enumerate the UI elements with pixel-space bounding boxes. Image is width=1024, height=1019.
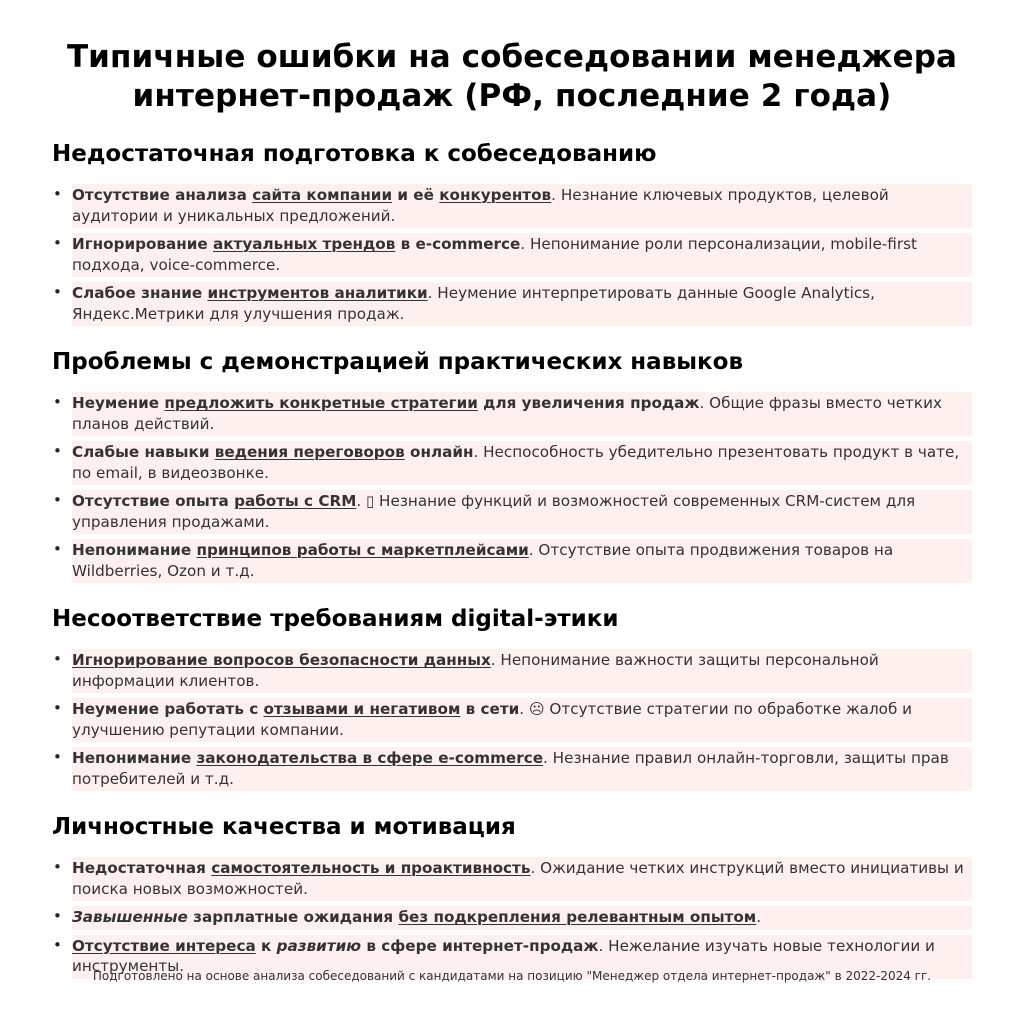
section-heading: Недостаточная подготовка к собеседованию <box>52 141 657 167</box>
list-item-text: Слабые навыки ведения переговоров онлайн. Неспособность убедительно презентовать продукт в чате, по email, в видеозвонке. <box>72 441 972 485</box>
list-item <box>52 184 972 228</box>
bullet-list <box>52 392 972 583</box>
list-item-text: Слабое знание инструментов аналитики. Неумение интерпретировать данные Google Analytics, Яндекс.Метрики для улучшения продаж. <box>72 282 972 326</box>
footer-note: Подготовлено на основе анализа собеседований с кандидатами на позицию "Менеджер отдела интернет-продаж" в 2022-2024 гг. <box>92 969 932 983</box>
bullet-icon: • <box>53 442 62 460</box>
bullet-list <box>52 649 972 791</box>
list-item <box>52 906 972 930</box>
bullet-icon: • <box>53 699 62 717</box>
missing-glyph-icon: ▯ <box>365 492 375 510</box>
bullet-icon: • <box>53 540 62 558</box>
section-preparation <box>52 139 972 326</box>
list-item <box>52 392 972 436</box>
bullet-icon: • <box>53 491 62 509</box>
bullet-list <box>52 184 972 326</box>
section-practical-skills <box>52 347 972 583</box>
list-item <box>52 233 972 277</box>
section-heading: Личностные качества и мотивация <box>52 814 516 840</box>
bullet-icon: • <box>53 283 62 301</box>
list-item-text: Игнорирование актуальных трендов в e-commerce. Непонимание роли персонализации, mobile-first подхода, voice-commerce. <box>72 233 972 277</box>
section-heading: Проблемы с демонстрацией практических навыков <box>52 349 744 375</box>
list-item-text: Игнорирование вопросов безопасности данных. Непонимание важности защиты персональной информации клиентов. <box>72 649 972 693</box>
list-item <box>52 857 972 901</box>
list-item-text: Отсутствие анализа сайта компании и её конкурентов. Незнание ключевых продуктов, целевой аудитории и уникальных предложений. <box>72 184 972 228</box>
list-item-text: Завышенные зарплатные ожидания без подкрепления релевантным опытом. <box>72 906 972 930</box>
list-item <box>52 282 972 326</box>
list-item <box>52 747 972 791</box>
list-item <box>52 490 972 534</box>
list-item <box>52 698 972 742</box>
section-digital-ethics <box>52 604 972 791</box>
bullet-icon: • <box>53 185 62 203</box>
list-item <box>52 441 972 485</box>
list-item-text: Непонимание законодательства в сфере e-commerce. Незнание правил онлайн-торговли, защиты прав потребителей и т.д. <box>72 747 972 791</box>
bullet-icon: • <box>53 907 62 925</box>
list-item-text: Отсутствие опыта работы с CRM. ▯ Незнание функций и возможностей современных CRM-систем для управления продажами. <box>72 490 972 534</box>
list-item <box>52 539 972 583</box>
page-title-line-2: интернет-продаж (РФ, последние 2 года) <box>132 78 892 114</box>
sad-face-icon: ☹ <box>528 700 545 718</box>
bullet-list <box>52 857 972 979</box>
page-title <box>52 38 972 116</box>
list-item-text: Неумение работать с отзывами и негативом в сети. ☹ Отсутствие стратегии по обработке жалоб и улучшению репутации компании. <box>72 698 972 742</box>
bullet-icon: • <box>53 393 62 411</box>
section-heading: Несоответствие требованиям digital-этики <box>52 606 619 632</box>
list-item-text: Непонимание принципов работы с маркетплейсами. Отсутствие опыта продвижения товаров на Wildberries, Ozon и т.д. <box>72 539 972 583</box>
list-item-text: Отсутствие интереса к развитию в сфере интернет-продаж. Нежелание изучать новые технологии и инструменты. <box>72 935 972 979</box>
bullet-icon: • <box>53 234 62 252</box>
section-personal-qualities <box>52 812 972 979</box>
bullet-icon: • <box>53 650 62 668</box>
list-item <box>52 649 972 693</box>
bullet-icon: • <box>53 748 62 766</box>
list-item-text: Неумение предложить конкретные стратегии для увеличения продаж. Общие фразы вместо четких планов действий. <box>72 392 972 436</box>
bullet-icon: • <box>53 858 62 876</box>
bullet-icon: • <box>53 935 62 954</box>
list-item-text: Недостаточная самостоятельность и проактивность. Ожидание четких инструкций вместо инициативы и поиска новых возможностей. <box>72 857 972 901</box>
page-title-line-1: Типичные ошибки на собеседовании менеджера <box>66 39 958 75</box>
